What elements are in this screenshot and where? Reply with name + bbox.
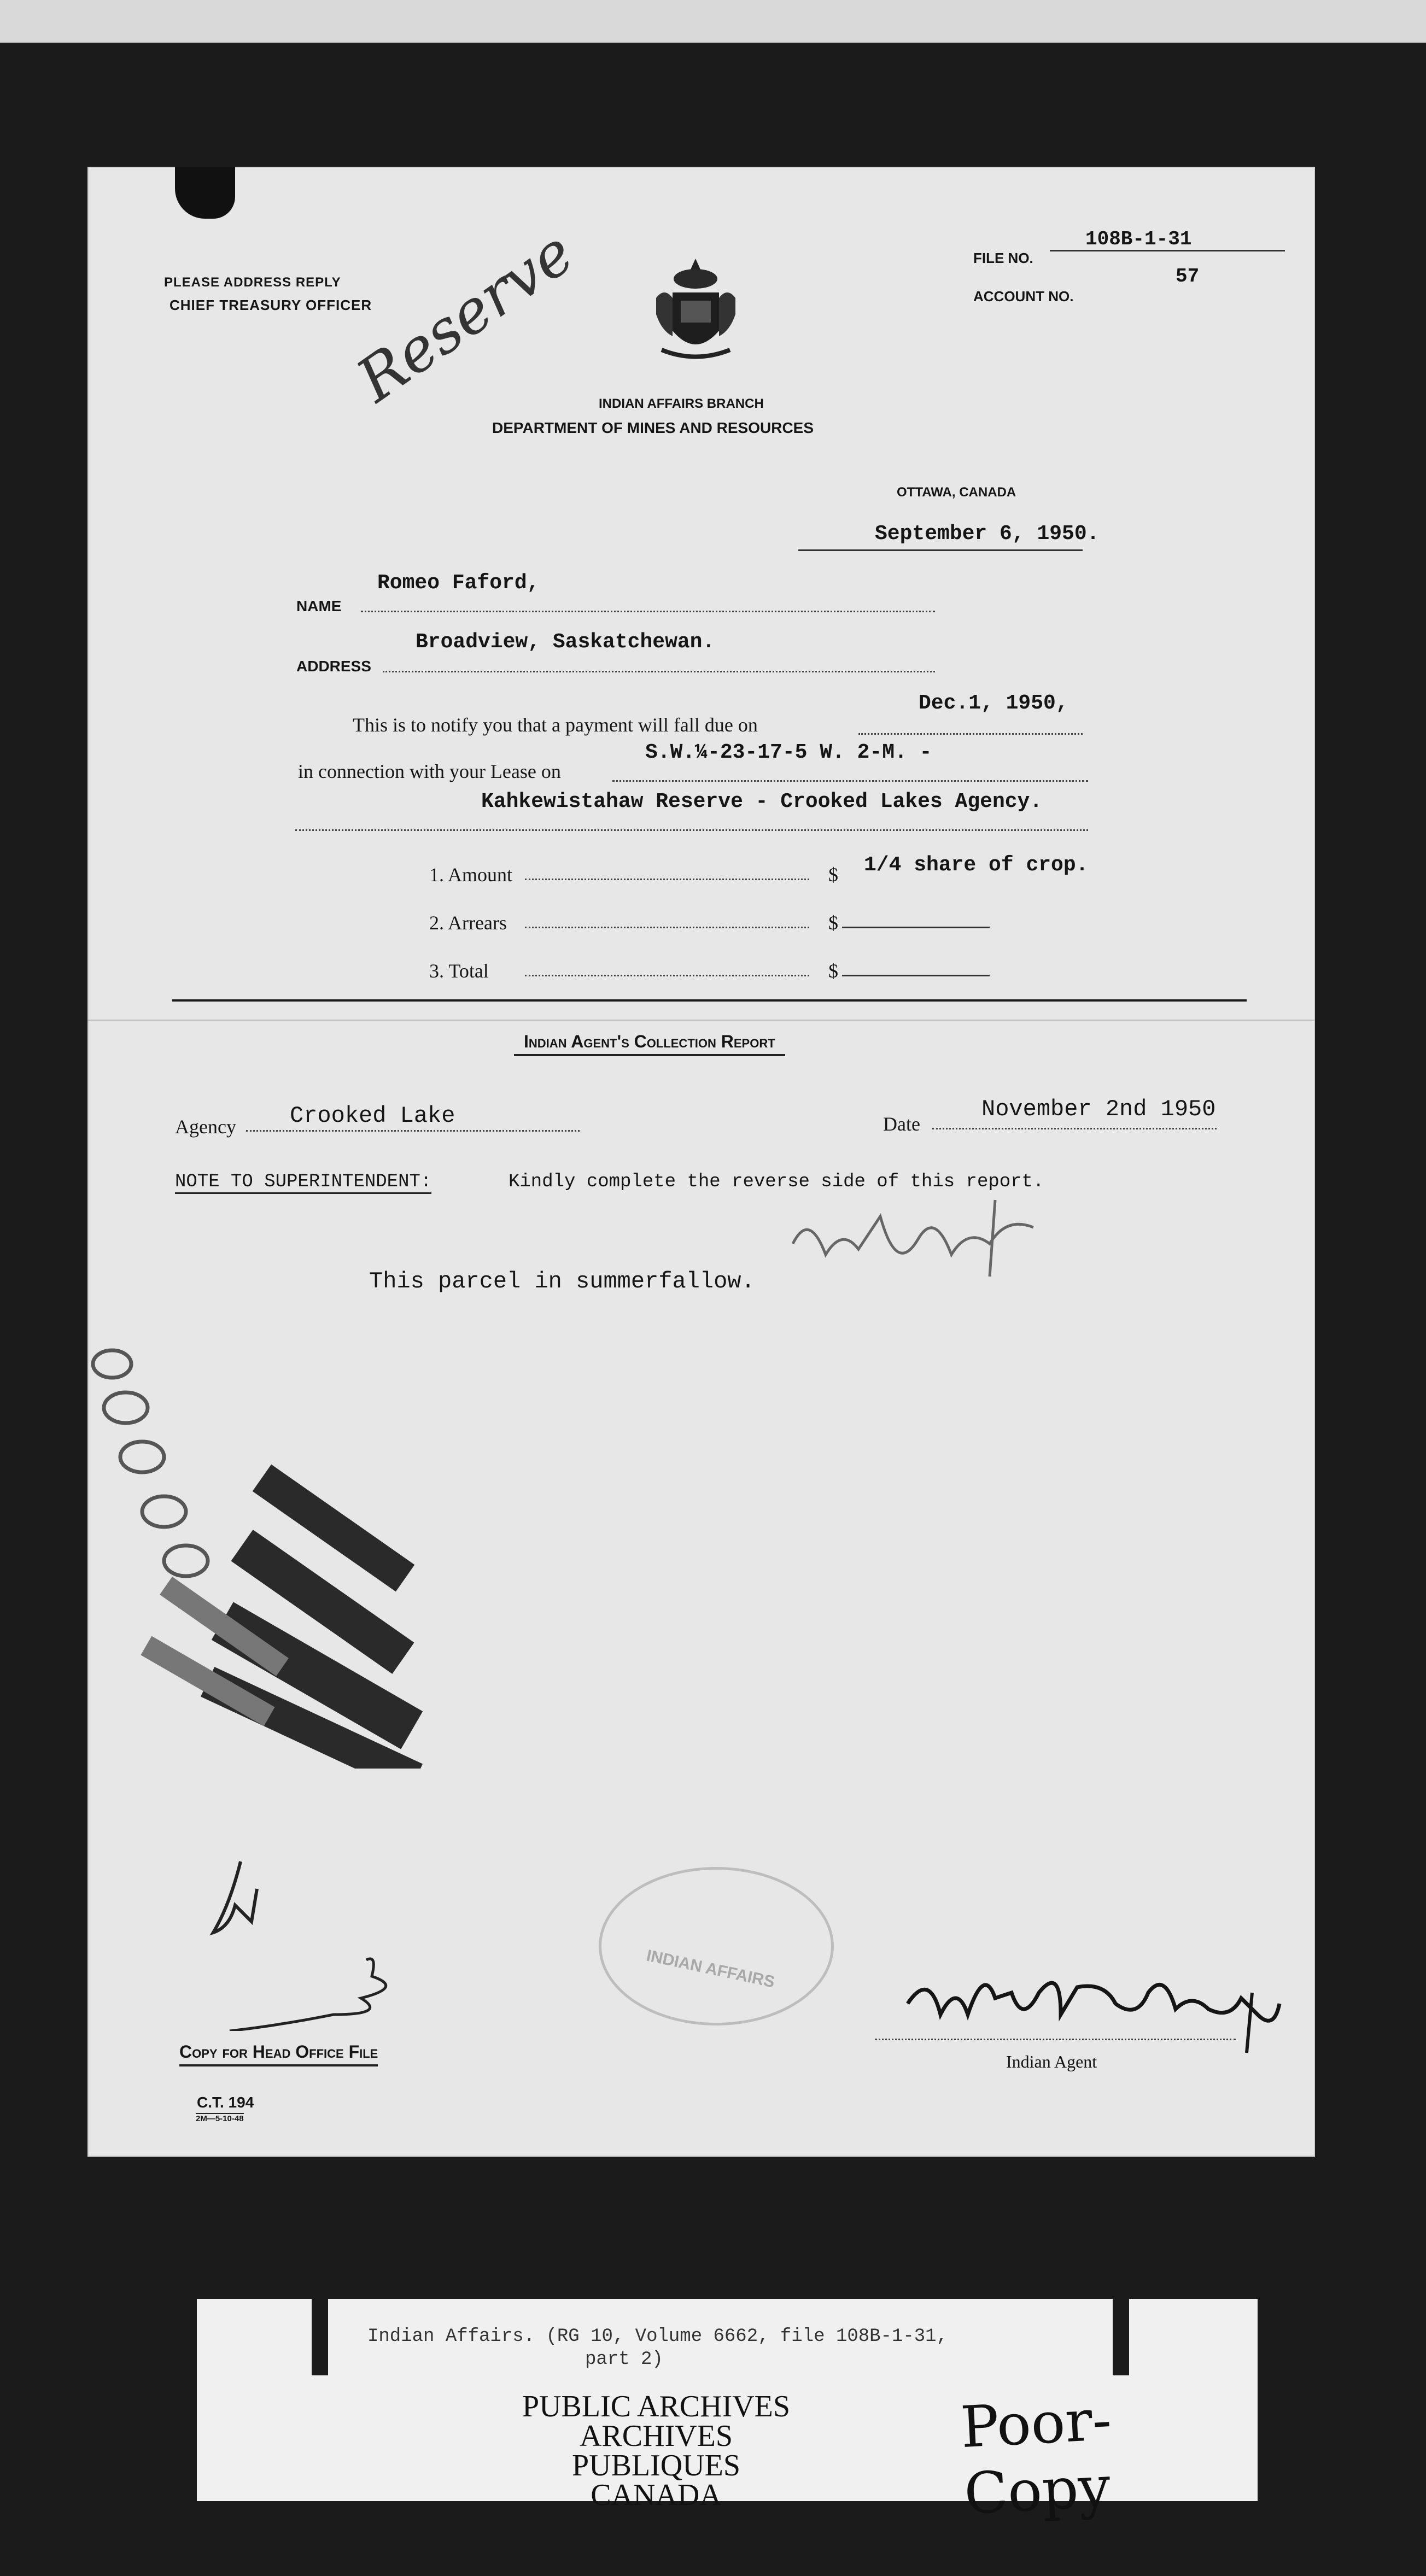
account-no-value: 57 xyxy=(1176,265,1200,288)
top-margin-strip xyxy=(0,0,1426,43)
parcel-remark: This parcel in summerfallow. xyxy=(369,1268,755,1295)
arrears-underline xyxy=(842,927,990,928)
receipt-stamp-icon xyxy=(87,1331,459,1769)
file-no-label: FILE NO. xyxy=(973,250,1033,266)
tear-line xyxy=(87,1020,1315,1021)
total-label: 3. Total xyxy=(429,960,489,982)
department-name: DEPARTMENT OF MINES AND RESOURCES xyxy=(492,419,814,436)
reserve-line xyxy=(295,829,1088,831)
file-no-underline xyxy=(1050,250,1285,251)
handwritten-initials-icon xyxy=(197,1851,426,2031)
notify-text: This is to notify you that a payment will fall due on xyxy=(353,714,758,736)
archive-name-french: ARCHIVES PUBLIQUES xyxy=(571,2419,741,2483)
address-line xyxy=(383,671,935,672)
lease-notice-document xyxy=(87,167,1315,2157)
amount-currency: $ xyxy=(828,864,838,886)
branch-name: INDIAN AFFAIRS BRANCH xyxy=(599,396,764,411)
agent-signature-icon xyxy=(897,1960,1312,2058)
report-title: Indian Agent's Collection Report xyxy=(524,1032,775,1051)
archive-reference-line1: Indian Affairs. (RG 10, Volume 6662, file 108B-1-31, xyxy=(367,2326,948,2347)
copy-for-head-office-label: Copy for Head Office File xyxy=(179,2042,378,2066)
archive-name-block xyxy=(503,2392,809,2510)
coat-of-arms-icon xyxy=(651,254,741,364)
due-date-line xyxy=(858,733,1083,735)
form-print-run: 2M—5-10-48 xyxy=(196,2114,244,2123)
arrears-currency: $ xyxy=(828,912,838,934)
address-label: ADDRESS xyxy=(296,658,371,675)
poor-copy-note: Poor-Copy xyxy=(959,2386,1113,2527)
faint-circular-stamp xyxy=(599,1867,834,2025)
agency-line xyxy=(246,1130,580,1132)
name-value: Romeo Faford, xyxy=(377,571,540,595)
name-line xyxy=(361,611,935,612)
archive-name-english: PUBLIC ARCHIVES xyxy=(522,2390,791,2423)
archive-reference-card xyxy=(197,2299,1258,2527)
lease-value: S.W.¼-23-17-5 W. 2-M. - xyxy=(645,741,932,764)
form-code: C.T. 194 xyxy=(197,2094,254,2111)
place-line: OTTAWA, CANADA xyxy=(897,485,1016,500)
signature-scribble-icon xyxy=(787,1195,1050,1287)
ink-blot xyxy=(175,167,235,219)
card-notch-right xyxy=(1113,2299,1129,2375)
date-value: November 2nd 1950 xyxy=(981,1096,1216,1122)
circular-stamp-text: INDIAN AFFAIRS xyxy=(645,1946,776,1992)
name-label: NAME xyxy=(296,598,342,614)
lease-text: in connection with your Lease on xyxy=(298,760,561,782)
card-notch-left xyxy=(312,2299,328,2375)
total-line xyxy=(525,975,809,976)
amount-value: 1/4 share of crop. xyxy=(864,853,1089,877)
section-divider xyxy=(172,999,1247,1002)
account-no-label: ACCOUNT NO. xyxy=(973,288,1074,305)
handwritten-reserve-note: Reserve xyxy=(344,217,586,415)
note-text: Kindly complete the reverse side of this report. xyxy=(509,1172,1044,1192)
total-currency: $ xyxy=(828,960,838,982)
date-line xyxy=(932,1128,1217,1129)
report-title-box xyxy=(514,1029,785,1056)
signature-caption: Indian Agent xyxy=(1006,2052,1097,2071)
due-date: Dec.1, 1950, xyxy=(919,692,1068,715)
signature-line xyxy=(875,2039,1236,2040)
address-value: Broadview, Saskatchewan. xyxy=(416,630,715,654)
date-underline xyxy=(798,549,1083,551)
please-address-line1: PLEASE ADDRESS REPLY xyxy=(164,275,341,290)
archive-reference-line2: part 2) xyxy=(585,2349,663,2370)
lease-line xyxy=(612,780,1088,782)
agency-value: Crooked Lake xyxy=(290,1103,455,1129)
file-no-value: 108B-1-31 xyxy=(1085,228,1192,250)
date-label: Date xyxy=(883,1113,920,1135)
please-address-line2: CHIEF TREASURY OFFICER xyxy=(170,297,372,313)
total-underline xyxy=(842,975,990,976)
archive-country: CANADA xyxy=(591,2478,722,2512)
amount-line xyxy=(525,879,809,880)
arrears-label: 2. Arrears xyxy=(429,912,507,934)
amount-label: 1. Amount xyxy=(429,864,513,886)
note-label: NOTE TO SUPERINTENDENT: xyxy=(175,1172,431,1194)
letter-date: September 6, 1950. xyxy=(875,522,1100,546)
agency-label: Agency xyxy=(175,1116,236,1138)
arrears-line xyxy=(525,927,809,928)
reserve-value: Kahkewistahaw Reserve - Crooked Lakes Agency. xyxy=(481,790,1043,813)
